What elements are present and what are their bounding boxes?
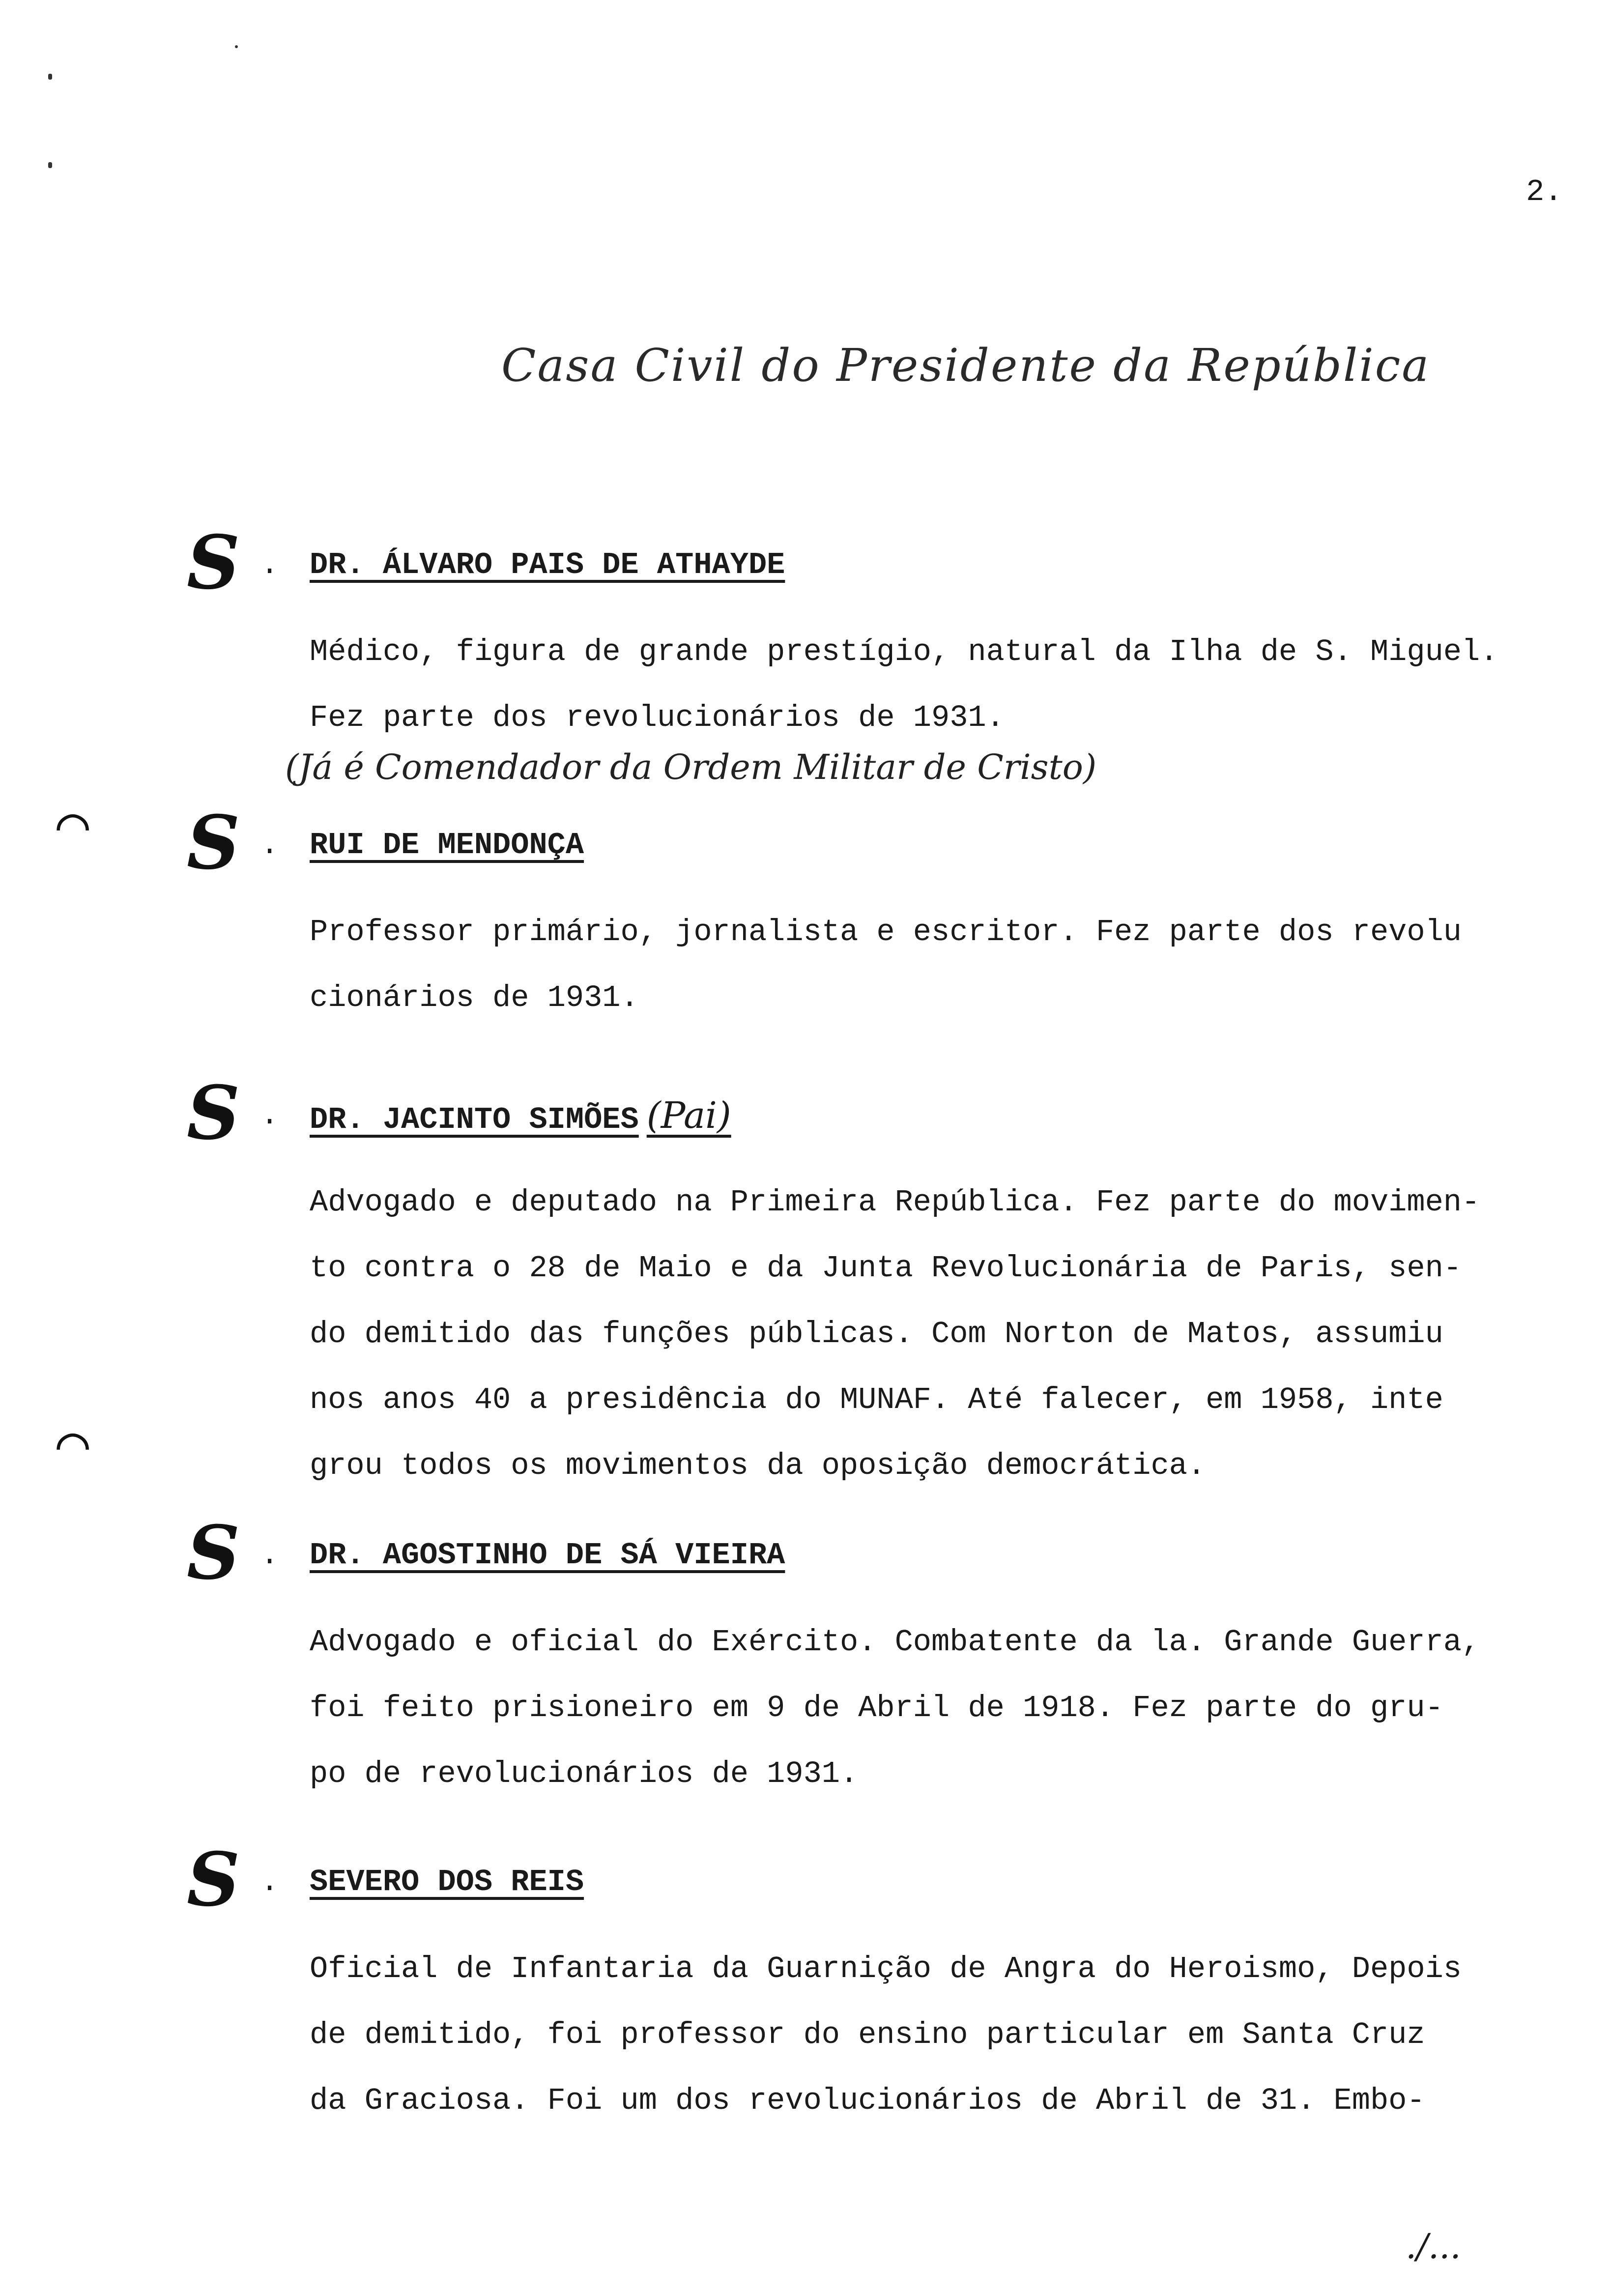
entry-description: Professor primário, jornalista e escritor. Fez parte dos revolu cionários de 1931.: [310, 915, 1462, 1015]
entry-name: RUI DE MENDONÇA: [310, 828, 584, 862]
handwritten-s-mark: S: [187, 800, 240, 886]
handwritten-note: (Já é Comendador da Ordem Militar de Cristo): [285, 747, 1097, 787]
entry-description: Médico, figura de grande prestígio, natural da Ilha de S. Miguel. Fez parte dos revolucionários de 1931.: [310, 634, 1498, 735]
scan-speck: [235, 45, 238, 48]
handwritten-s-mark: S: [187, 1837, 240, 1923]
bullet-dot: .: [260, 1538, 279, 1573]
scan-speck: [48, 162, 52, 168]
handwritten-s-mark: S: [187, 1070, 240, 1156]
handwritten-s-mark: S: [187, 519, 240, 606]
entry-name: DR. AGOSTINHO DE SÁ VIEIRA: [310, 1538, 785, 1573]
bullet-dot: .: [260, 1098, 279, 1133]
entry-description: Oficial de Infantaria da Guarnição de Angra do Heroismo, Depois de demitido, foi professor do ensino particular em Santa Cruz da Graciosa. Foi um dos revolucionários de Abril de 31. Embo-: [310, 1952, 1462, 2118]
margin-mark: ⌒: [57, 1416, 89, 1478]
bullet-dot: .: [260, 828, 279, 862]
continuation-mark: ./...: [1406, 2226, 1461, 2267]
entry-name: SEVERO DOS REIS: [310, 1865, 584, 1899]
page-number: 2.: [1526, 174, 1563, 209]
scan-speck: [48, 74, 52, 80]
margin-mark: ⌒: [57, 797, 89, 859]
bullet-dot: .: [260, 547, 279, 582]
letterhead: Casa Civil do Presidente da República: [501, 339, 1431, 392]
entry-name-text: DR. JACINTO SIMÕES: [310, 1102, 639, 1137]
handwritten-name-note: (Pai): [646, 1094, 731, 1137]
entry-description: Advogado e deputado na Primeira República. Fez parte do movimen- to contra o 28 de Maio e da Junta Revolucionária de Paris, sen- do demitido das funções públicas. Com Norton de Matos, assumiu nos anos 40 a presidência do MUNAF. Até falecer, em 1958, inte grou todos os movimentos da oposição democrática.: [310, 1185, 1480, 1483]
entry-name: [310, 1096, 731, 1140]
bullet-dot: .: [260, 1865, 279, 1899]
entry-description: Advogado e oficial do Exército. Combatente da la. Grande Guerra, foi feito prisioneiro em 9 de Abril de 1918. Fez parte do gru- po de revolucionários de 1931.: [310, 1625, 1480, 1791]
entry-name: DR. ÁLVARO PAIS DE ATHAYDE: [310, 547, 785, 582]
handwritten-s-mark: S: [187, 1510, 240, 1596]
